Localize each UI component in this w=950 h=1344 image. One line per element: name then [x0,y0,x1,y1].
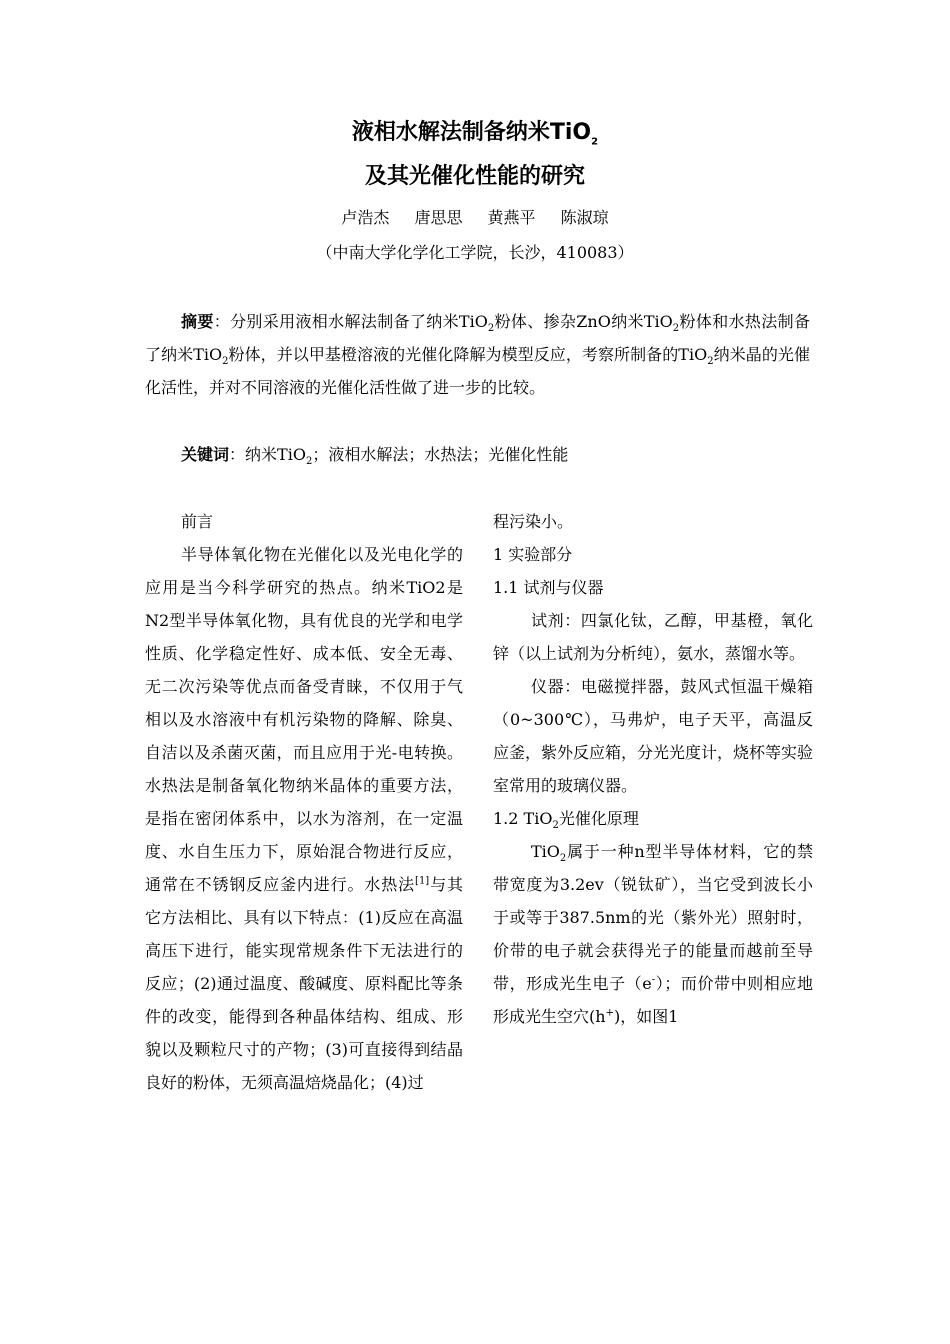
paper-title-line1: 液相水解法制备纳米TiO$_2$ [351,120,599,148]
section-heading-1-2: 1.2 TiO$_2$光催化原理 [493,809,639,832]
citation-ref: [1] [415,875,430,887]
author-name: 唐思思 [414,208,463,227]
instruments-paragraph: 仪器：电磁搅拌器，鼓风式恒温干燥箱（0~300℃），马弗炉，电子天平，高温反应釜，紫外反应箱，分光光度计，烧杯等实验室常用的玻璃仪器。 [493,677,814,795]
author-name: 黄燕平 [487,208,536,227]
principle-paragraph: TiO$_2$属于一种n型半导体材料，它的禁带宽度为3.2ev（锐钛矿），当它受到波长小于或等于387.5nm的光（紫外光）照射时，价带的电子就会获得光子的能量而越前至导带，形成光生电子（e-）；而价带中则相应地形成光生空穴(h+)，如图1 [493,842,813,1026]
reagents-paragraph: 试剂：四氯化钛，乙醇，甲基橙，氧化锌（以上试剂为分析纯），氨水，蒸馏水等。 [493,611,813,663]
affiliation: （中南大学化学化工学院，长沙，410083） [316,243,634,262]
right-column [493,505,813,1033]
author-name: 陈淑琼 [560,208,609,227]
author-list [0,205,950,228]
section-heading-1-1: 1.1 试剂与仪器 [493,578,604,597]
continued-text: 程污染小。 [493,512,574,531]
author-name: 卢浩杰 [341,208,390,227]
keywords: 关键词：纳米TiO$_2$；液相水解法；水热法；光催化性能 [181,445,569,468]
intro-paragraph: 半导体氧化物在光催化以及光电化学的应用是当今科学研究的热点。纳米TiO2是N2型半导体氧化物，具有优良的光学和电学性质、化学稳定性好、成本低、安全无毒、无二次污染等优点而备受青睐，不仅用于气相以及水溶液中有机污染物的降解、除臭、自洁以及杀菌灭菌，而且应用于光-电转换。水热法是制备氧化物纳米晶体的重要方法，是指在密闭体系中，以水为溶剂，在一定温度、水自生压力下，原始混合物进行反应，通常在不锈钢反应釜内进行。水热法[1]与其它方法相比、具有以下特点：(1)反应在高温高压下进行，能实现常规条件下无法进行的反应；(2)通过温度、酸碱度、原料配比等条件的改变，能得到各种晶体结构、组成、形貌以及颗粒尺寸的产物；(3)可直接得到结晶良好的粉体，无须高温焙烧晶化；(4)过 [145,545,463,1092]
keywords-label: 关键词 [181,445,230,464]
abstract-label: 摘要 [181,312,214,331]
paper-title-line2: 及其光催化性能的研究 [364,164,585,189]
section-heading-intro: 前言 [181,512,214,531]
section-heading-1: 1 实验部分 [493,545,573,564]
abstract: 摘要：分别采用液相水解法制备了纳米TiO$_2$粉体、掺杂ZnO纳米TiO$_2$粉体和水热法制备了纳米TiO$_2$粉体，并以甲基橙溶液的光催化降解为模型反应，考察所制备的TiO$_2$纳米晶的光催化活性，并对不同溶液的光催化活性做了进一步的比较。 [145,312,810,397]
left-column [145,505,463,1099]
